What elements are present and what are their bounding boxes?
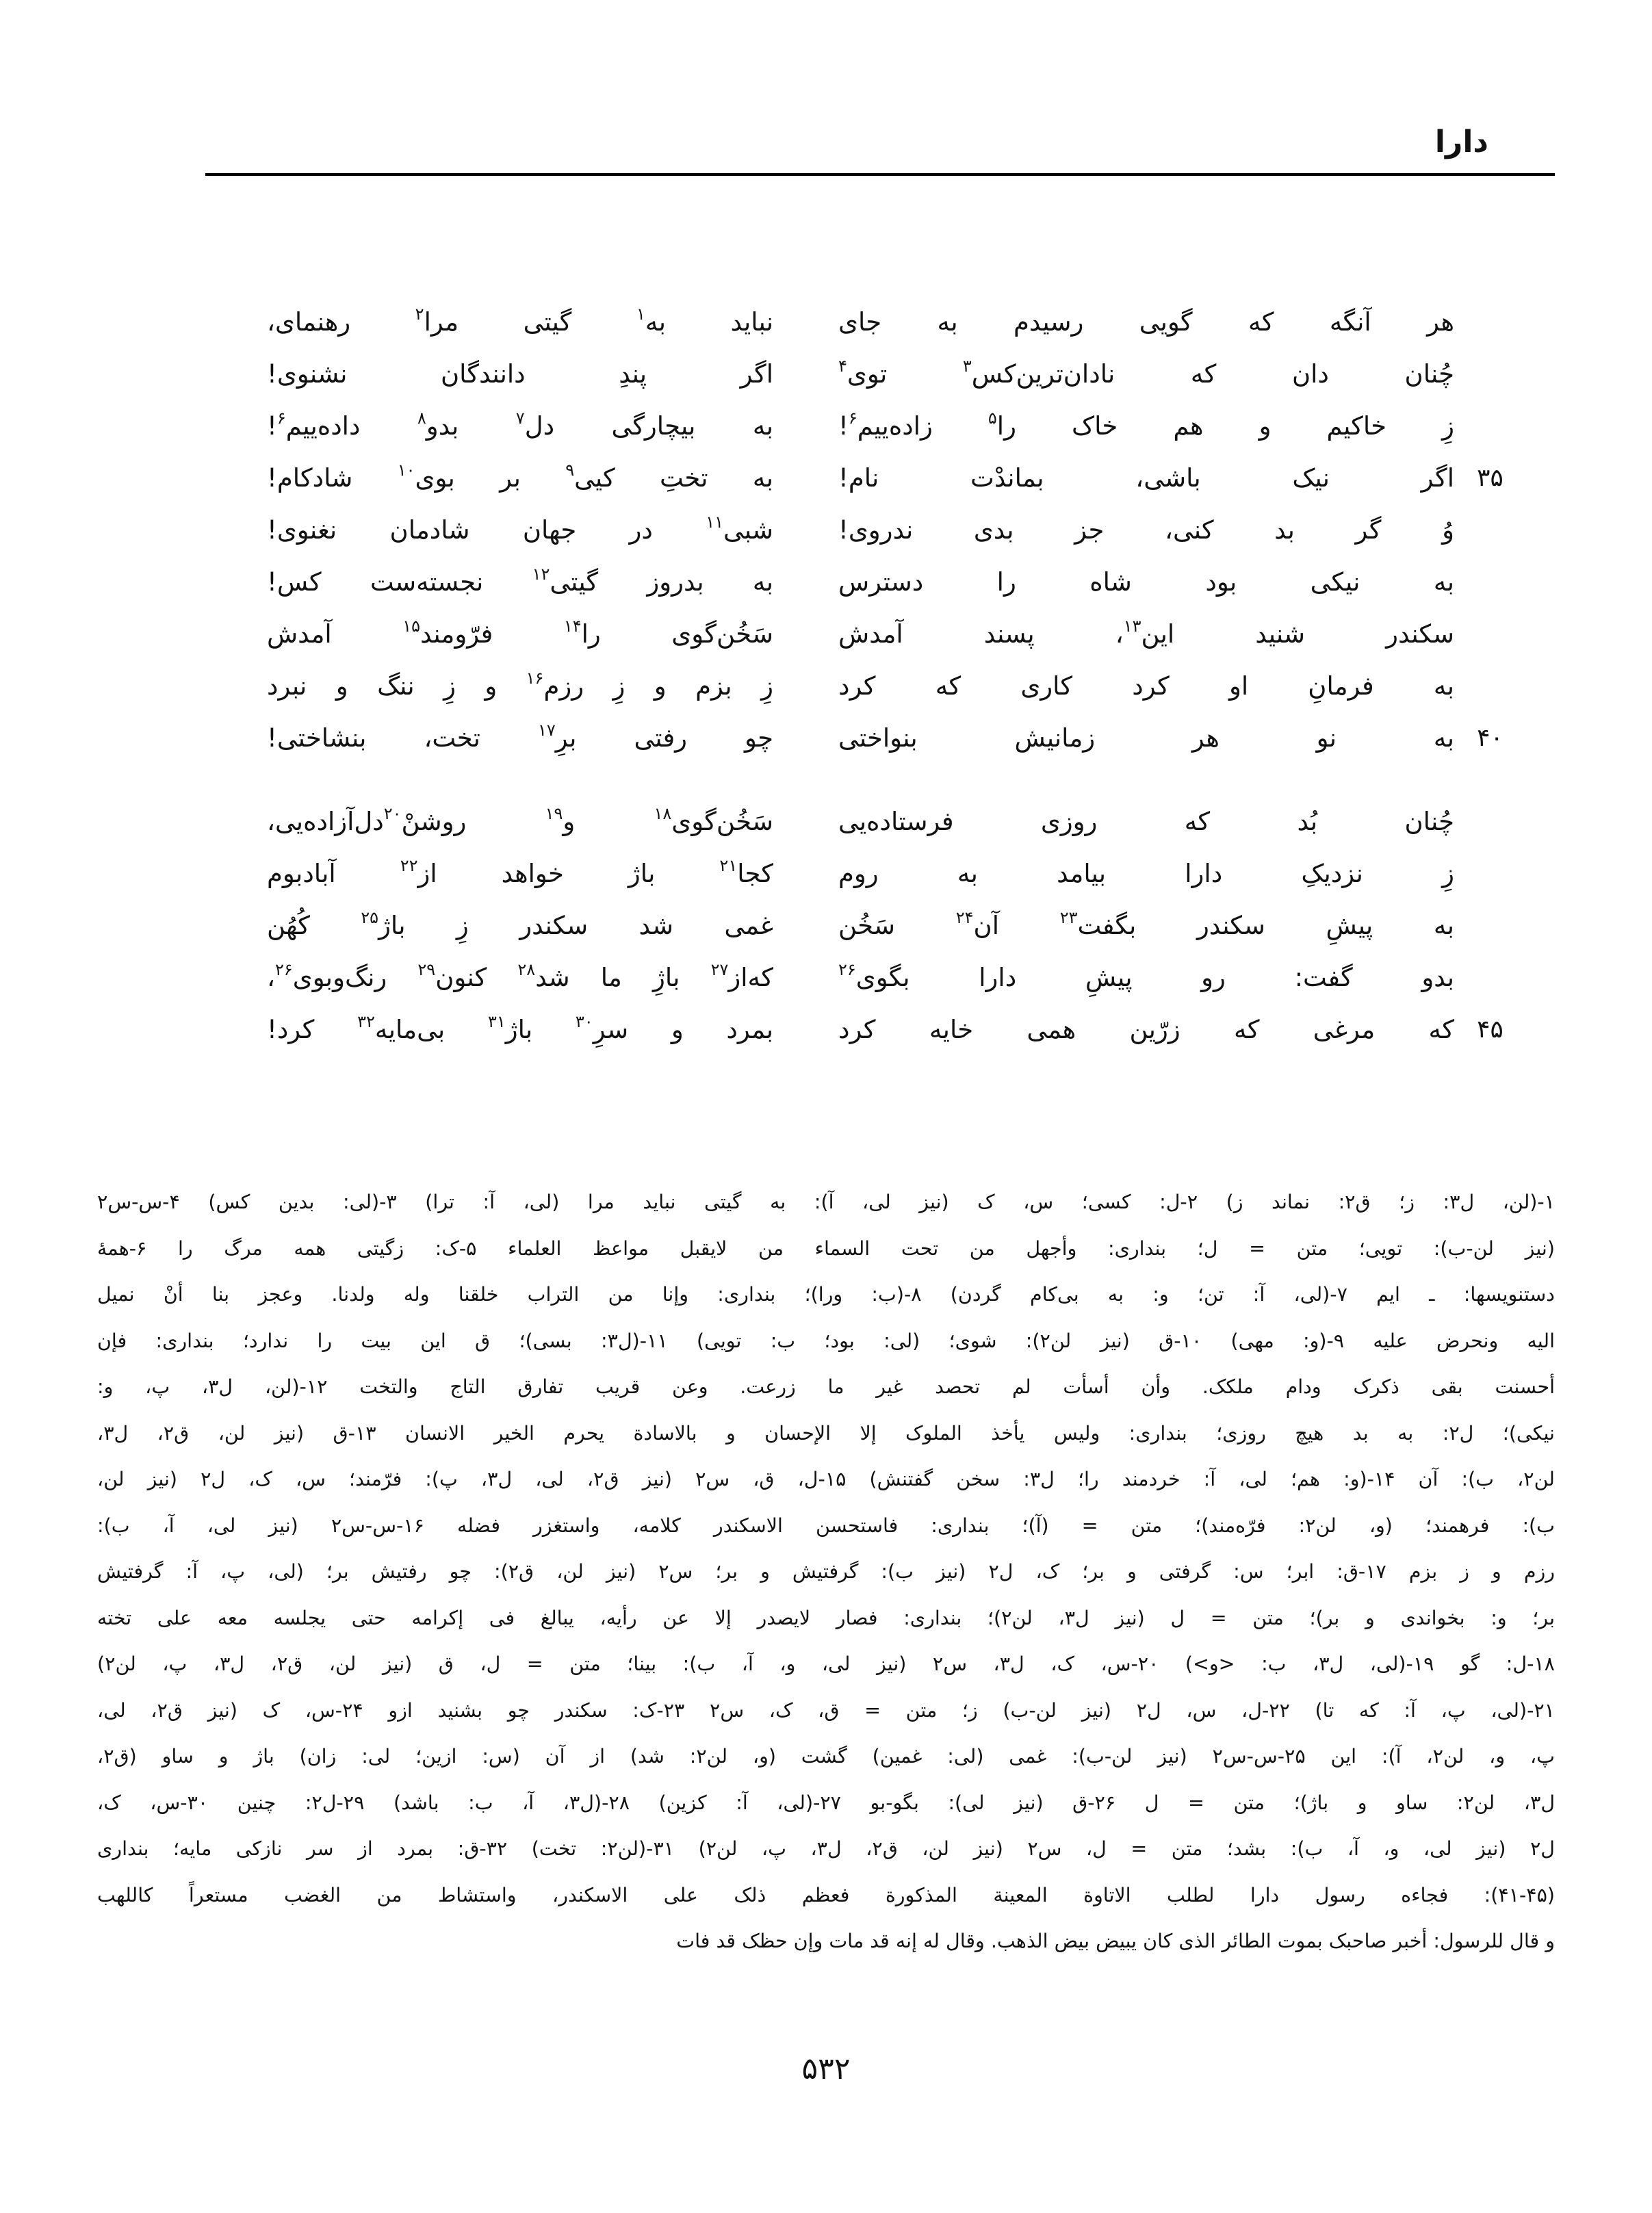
verse-number-45: ۴۵ xyxy=(1477,1015,1503,1044)
critical-apparatus xyxy=(97,1179,1555,1965)
verse-row xyxy=(263,348,1526,400)
verse-row xyxy=(263,795,1526,847)
apparatus-line: ل۲ (نیز لی، و، آ، ب): بشد؛ متن = ل، س۲ (نیز لن، ق۲، ل۳، پ، لن۲) ۳۱-(لن۲: تخت) ۳۲-ق: بمرد از سر نازکی مایه؛ بنداری xyxy=(97,1837,1556,1860)
hemistich-left: کجا$^{۲۱}$ باژ خواهد از$^{۲۲}$ آبادبوم xyxy=(267,856,773,888)
verse-row xyxy=(263,608,1526,660)
apparatus-line: (نیز لن-ب): تویی؛ متن = ل؛ بنداری: وأجهل من تحت السماء من لایقبل مواعظ العلماء ۵-ک: زگیتی همه مرگ را ۶-همهٔ xyxy=(97,1237,1555,1260)
hemistich-right: به نو هر زمانیش بنواختی xyxy=(838,723,1454,753)
hemistich-right: زِ نزدیکِ دارا بیامد به روم xyxy=(838,858,1454,888)
hemistich-left: بمرد و سرِ$^{۳۰}$ باژ$^{۳۱}$ بی‌مایه$^{۳۲}$ کرد! xyxy=(267,1012,773,1044)
apparatus-line: دستنویسها: ـ ایم ۷-(لی، آ: تن؛ و: به بی‌کام گردن) ۸-(ب: ورا)؛ بنداری: وإنا من التراب خلقنا وله ولدنا. وعجز بنا أنْ نمیل xyxy=(97,1283,1555,1306)
hemistich-right: که مرغی که زرّین همی خایه کرد xyxy=(838,1014,1454,1044)
verse-number-35: ۳۵ xyxy=(1477,463,1503,492)
page-number: ۵۳۲ xyxy=(801,2052,851,2086)
apparatus-line: و قال للرسول: أخبر صاحبک بموت الطائر الذی کان یبیض بیض الذهب. وقال له إنه قد مات وإن حظک قد فات xyxy=(676,1930,1555,1952)
apparatus-line: الیه ونحرض علیه ۹-(و: مهی) ۱۰-ق (نیز لن۲): شوی؛ (لی: بود؛ ب: تویی) ۱۱-(ل۳: بسی)؛ ق این بیت را ندارد؛ بنداری: فإن xyxy=(97,1329,1556,1352)
verse-row xyxy=(263,660,1526,712)
apparatus-line: ب): فرهمند؛ (و، لن۲: فرّه‌مند)؛ متن = (آ)؛ بنداری: فاستحسن الاسکندر کلامه، واستغزر فضله ۱۶-س-س۲ (نیز لی، آ، ب): xyxy=(97,1514,1556,1537)
verse-number-40: ۴۰ xyxy=(1477,723,1503,752)
verse-row xyxy=(263,899,1526,951)
header-rule xyxy=(205,173,1555,176)
hemistich-right: اگر نیک باشی، بماندْت نام! xyxy=(838,463,1454,493)
hemistich-right: چُنان بُد که روزی فرستاده‌یی xyxy=(838,806,1454,836)
verse-row xyxy=(263,556,1526,608)
hemistich-left: اگر پندِ دانندگان نشنوی! xyxy=(267,359,773,389)
verse-row xyxy=(263,951,1526,1003)
hemistich-right: بدو گفت: رو پیشِ دارا بگوی$^{۲۶}$ xyxy=(838,960,1454,992)
verse-row xyxy=(263,712,1526,764)
hemistich-right: چُنان دان که نادان‌ترین‌کس$^۳$ توی$^۴$ xyxy=(838,357,1455,389)
apparatus-line: بر؛ و: بخواندی و بر)؛ متن = ل (نیز ل۳، لن۲)؛ بنداری: فصار لایصدر إلا عن رأیه، یبالغ فی إکرامه حتی یجلسه معه علی تخته xyxy=(97,1606,1556,1629)
hemistich-left: زِ بزم و زِ رزم$^{۱۶}$ و زِ ننگ و نبرد xyxy=(267,669,773,701)
apparatus-line: رزم و ز بزم ۱۷-ق: ابر؛ س: گرفتی و بر؛ ک، ل۲ (نیز ب): گرفتیش و بر؛ س۲ (نیز لن، ق۲): چو رفتیش بر؛ (لی، پ، آ: گرفتیش xyxy=(97,1560,1555,1583)
verse-row xyxy=(263,847,1526,899)
hemistich-left: به بدروز گیتی$^{۱۲}$ نجسته‌ست کس! xyxy=(267,565,773,597)
verse-row xyxy=(263,504,1526,556)
apparatus-line: پ، و، لن۲، آ): این ۲۵-س-س۲ (نیز لن-ب): غمی (لی: غمین) گشت (و، لن۲: شد) از آن (س: ازین؛ لی: زان) باژ و ساو (ق۲، xyxy=(97,1745,1556,1768)
running-head-title: دارا xyxy=(1434,125,1488,159)
hemistich-right: زِ خاکیم و هم خاک را$^۵$ زاده‌ییم$^۶$! xyxy=(838,409,1454,441)
apparatus-line: نیکی)؛ ل۲: به بد هیچ روزی؛ بنداری: ولیس یأخذ الملوک إلا الإحسان و بالاسادة یحرم الخیر الانسان ۱۳-ق (نیز لن، ق۲، ل۳، xyxy=(97,1421,1555,1445)
apparatus-line: ۲۱-(لی، پ، آ: که تا) ۲۲-ل، س، ل۲ (نیز لن-ب) ز؛ متن = ق، ک، س۲ ۲۳-ک: سکندر چو بشنید ازو ۲۴-س، ک (نیز ق۲، لی، xyxy=(97,1698,1555,1722)
apparatus-line: ۱۸-ل: گو ۱۹-(لی، ل۳، ب: <و>) ۲۰-س، ک، ل۳، س۲ (نیز لی، و، آ، ب): بینا؛ متن = ل، ق (نیز لن، ق۲، ل۳، پ، لن۲) xyxy=(97,1653,1555,1675)
verse-row xyxy=(263,1003,1526,1055)
hemistich-right: به پیشِ سکندر بگفت$^{۲۳}$ آن$^{۲۴}$ سَخُن xyxy=(838,908,1454,940)
apparatus-line: ۱-(لن، ل۳: ز؛ ق۲: نماند ز) ۲-ل: کسی؛ س، ک (نیز لی، آ): به گیتی نباید مرا (لی، آ: ترا) ۳-(لی: بدین کس) ۴-س-س۲ xyxy=(97,1191,1555,1213)
apparatus-line: (۴۱-۴۵): فجاءه رسول دارا لطلب الاتاوة المعینة المذکورة فعظم ذلک علی الاسکندر، واستشاط من الغضب مستعراً کاللهب xyxy=(97,1883,1555,1906)
hemistich-right: به فرمانِ او کرد کاری که کرد xyxy=(838,671,1454,701)
verse-row xyxy=(263,400,1526,452)
verse-row xyxy=(263,452,1526,504)
poem-block xyxy=(263,296,1526,1055)
hemistich-right: سکندر شنید این$^{۱۳}$، پسند آمدش xyxy=(838,617,1454,649)
hemistich-left: غمی شد سکندر زِ باژ$^{۲۵}$ کُهُن xyxy=(267,908,773,940)
hemistich-right: به نیکی بود شاه را دسترس xyxy=(838,567,1454,597)
hemistich-left: شبی$^{۱۱}$ در جهان شادمان نغنوی! xyxy=(267,513,773,545)
apparatus-line: ل۳، لن۲: ساو و باژ)؛ متن = ل ۲۶-ق (نیز لی): بگو-بو ۲۷-(لی، آ: کزین) ۲۸-(ل۳، آ، ب: باشد) ۲۹-ل۲: چنین ۳۰-س، ک، xyxy=(97,1791,1556,1814)
hemistich-right: هر آنگه که گویی رسیدم به جای xyxy=(838,307,1454,337)
apparatus-line: أحسنت بقی ذکرک ودام ملکک. وأن أسأت لم تحصد غیر ما زرعت. وعن قریب تفارق التاج والتخت ۱۲-(لن، ل۳، پ، و: xyxy=(97,1375,1555,1398)
hemistich-left: نباید به$^۱$ گیتی مرا$^۲$ رهنمای، xyxy=(267,305,773,337)
hemistich-left: که‌از$^{۲۷}$ باژِ ما شد$^{۲۸}$ کنون$^{۲۹}$ رنگ‌وبوی$^{۲۶}$، xyxy=(267,960,773,992)
hemistich-left: به بیچارگی دل$^۷$ بدو$^۸$ داده‌ییم$^۶$! xyxy=(267,409,773,441)
hemistich-left: سَخُن‌گوی را$^{۱۴}$ فرّومند$^{۱۵}$ آمدش xyxy=(267,617,774,649)
hemistich-left: سَخُن‌گوی$^{۱۸}$ و$^{۱۹}$ روشنْ$^{۲۰}$دل‌آزاده‌یی، xyxy=(267,804,773,836)
apparatus-line: لن۲، ب): آن ۱۴-(و: هم؛ لی، آ: خردمند را؛ ل۳: سخن گفتنش) ۱۵-ل، ق، س۲ (نیز ق۲، لی، ل۳، پ): فرّمند؛ س، ک، ل۲ (نیز لن، xyxy=(97,1468,1555,1490)
hemistich-left: چو رفتی برِ$^{۱۷}$ تخت، بنشاختی! xyxy=(267,721,773,753)
hemistich-right: وُ گر بد کنی، جز بدی ندروی! xyxy=(838,515,1454,545)
verse-row xyxy=(263,296,1526,348)
hemistich-left: به تختِ کیی$^۹$ بر بوی$^{۱۰}$ شادکام! xyxy=(267,461,773,493)
